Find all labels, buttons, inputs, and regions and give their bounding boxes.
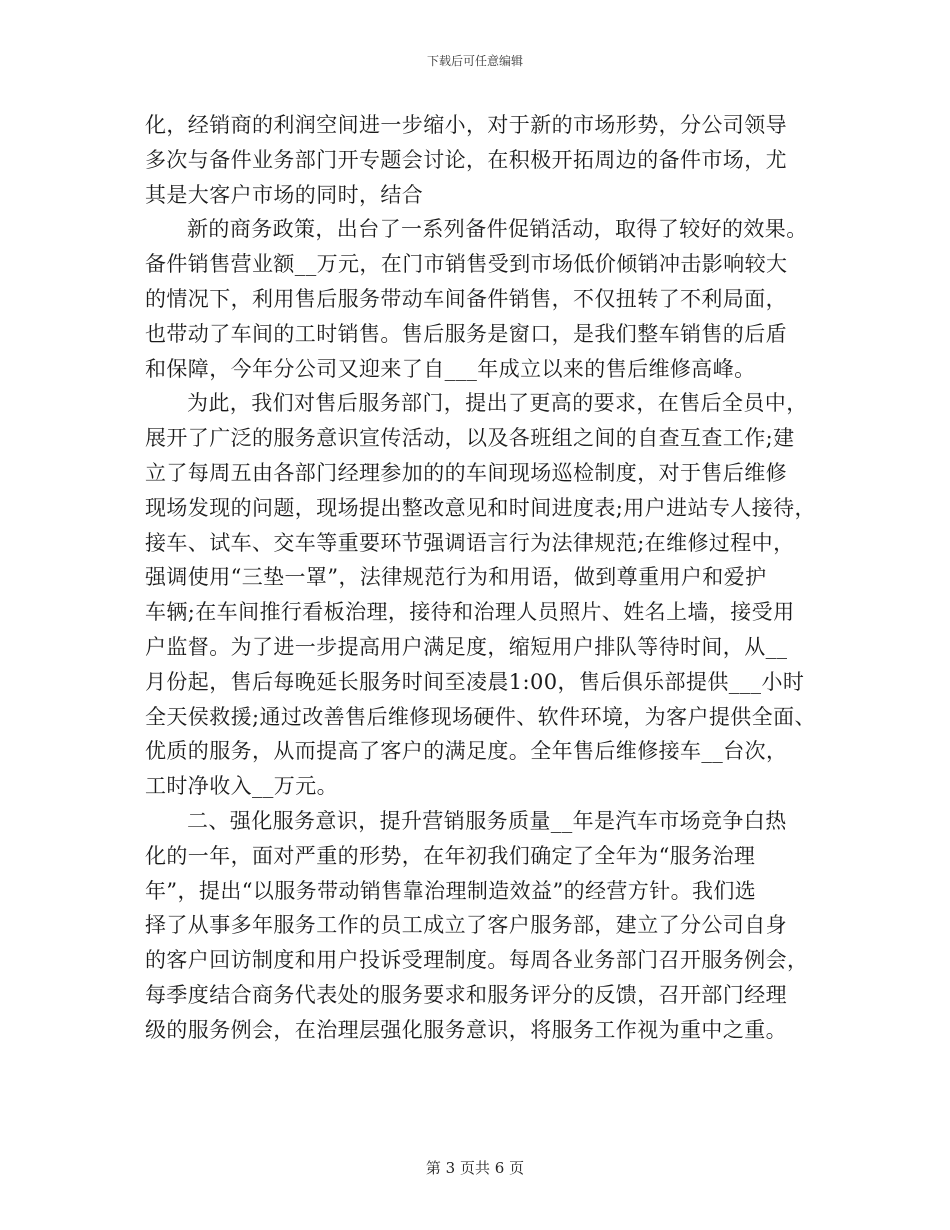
text-line: 择了从事多年服务工作的员工成立了客户服务部，建立了分公司自身	[145, 913, 787, 938]
text-line: 展开了广泛的服务意识宣传活动，以及各班组之间的自查互查工作;建	[145, 426, 795, 451]
text-line: 强调使用“三垫一罩”，法律规范行为和用语，做到尊重用户和爱护	[145, 565, 767, 590]
text-line: 每季度结合商务代表处的服务要求和服务评分的反馈，召开部门经理	[145, 982, 787, 1007]
text-line: 年”，提出“以服务带动销售靠治理制造效益”的经营方针。我们选	[145, 878, 757, 903]
text-line: 车辆;在车间推行看板治理，接待和治理人员照片、姓名上墙，接受用	[145, 600, 795, 625]
text-line: 二、强化服务意识，提升营销服务质量__年是汽车市场竞争白热	[187, 808, 787, 833]
text-line: 级的服务例会，在治理层强化服务意识，将服务工作视为重中之重。	[145, 1017, 787, 1042]
page-header: 下载后可任意编辑	[426, 54, 523, 68]
text-line: 立了每周五由各部门经理参加的的车间现场巡检制度，对于售后维修	[145, 460, 787, 485]
text-line: 现场发现的问题，现场提出整改意见和时间进度表;用户进站专人接待，	[145, 495, 816, 520]
text-line: 优质的服务，从而提高了客户的满足度。全年售后维修接车__台次，	[145, 739, 788, 764]
text-line: 为此，我们对售后服务部门，提出了更高的要求，在售后全员中，	[187, 391, 808, 416]
page-footer: 第 3 页共 6 页	[425, 1159, 525, 1177]
text-line: 备件销售营业额__万元，在门市销售受到市场低价倾销冲击影响较大	[145, 252, 788, 277]
text-line: 接车、试车、交车等重要环节强调语言行为法律规范;在维修过程中，	[145, 530, 795, 555]
document-body	[145, 108, 825, 1048]
text-line: 化的一年，面对严重的形势，在年初我们确定了全年为“服务治理	[145, 843, 756, 868]
text-line: 和保障，今年分公司又迎来了自___年成立以来的售后维修高峰。	[145, 356, 756, 381]
text-line: 其是大客户市场的同时，结合	[145, 182, 424, 207]
text-line: 的情况下，利用售后服务带动车间备件销售，不仅扭转了不利局面，	[145, 286, 787, 311]
text-line: 月份起，售后每晚延长服务时间至凌晨1:00，售后俱乐部提供___小时	[145, 669, 805, 694]
text-line: 工时净收入__万元。	[145, 774, 338, 799]
text-line: 也带动了车间的工时销售。售后服务是窗口，是我们整车销售的后盾	[145, 321, 787, 346]
text-line: 新的商务政策，出台了一系列备件促销活动，取得了较好的效果。	[187, 217, 808, 242]
text-line: 户监督。为了进一步提高用户满足度，缩短用户排队等待时间，从__	[145, 634, 788, 659]
text-line: 的客户回访制度和用户投诉受理制度。每周各业务部门召开服务例会，	[145, 948, 809, 973]
text-line: 多次与备件业务部门开专题会讨论，在积极开拓周边的备件市场，尤	[145, 147, 787, 172]
text-line: 全天侯救援;通过改善售后维修现场硬件、软件环境，为客户提供全面、	[145, 704, 816, 729]
text-line: 化，经销商的利润空间进一步缩小，对于新的市场形势，分公司领导	[145, 113, 787, 137]
